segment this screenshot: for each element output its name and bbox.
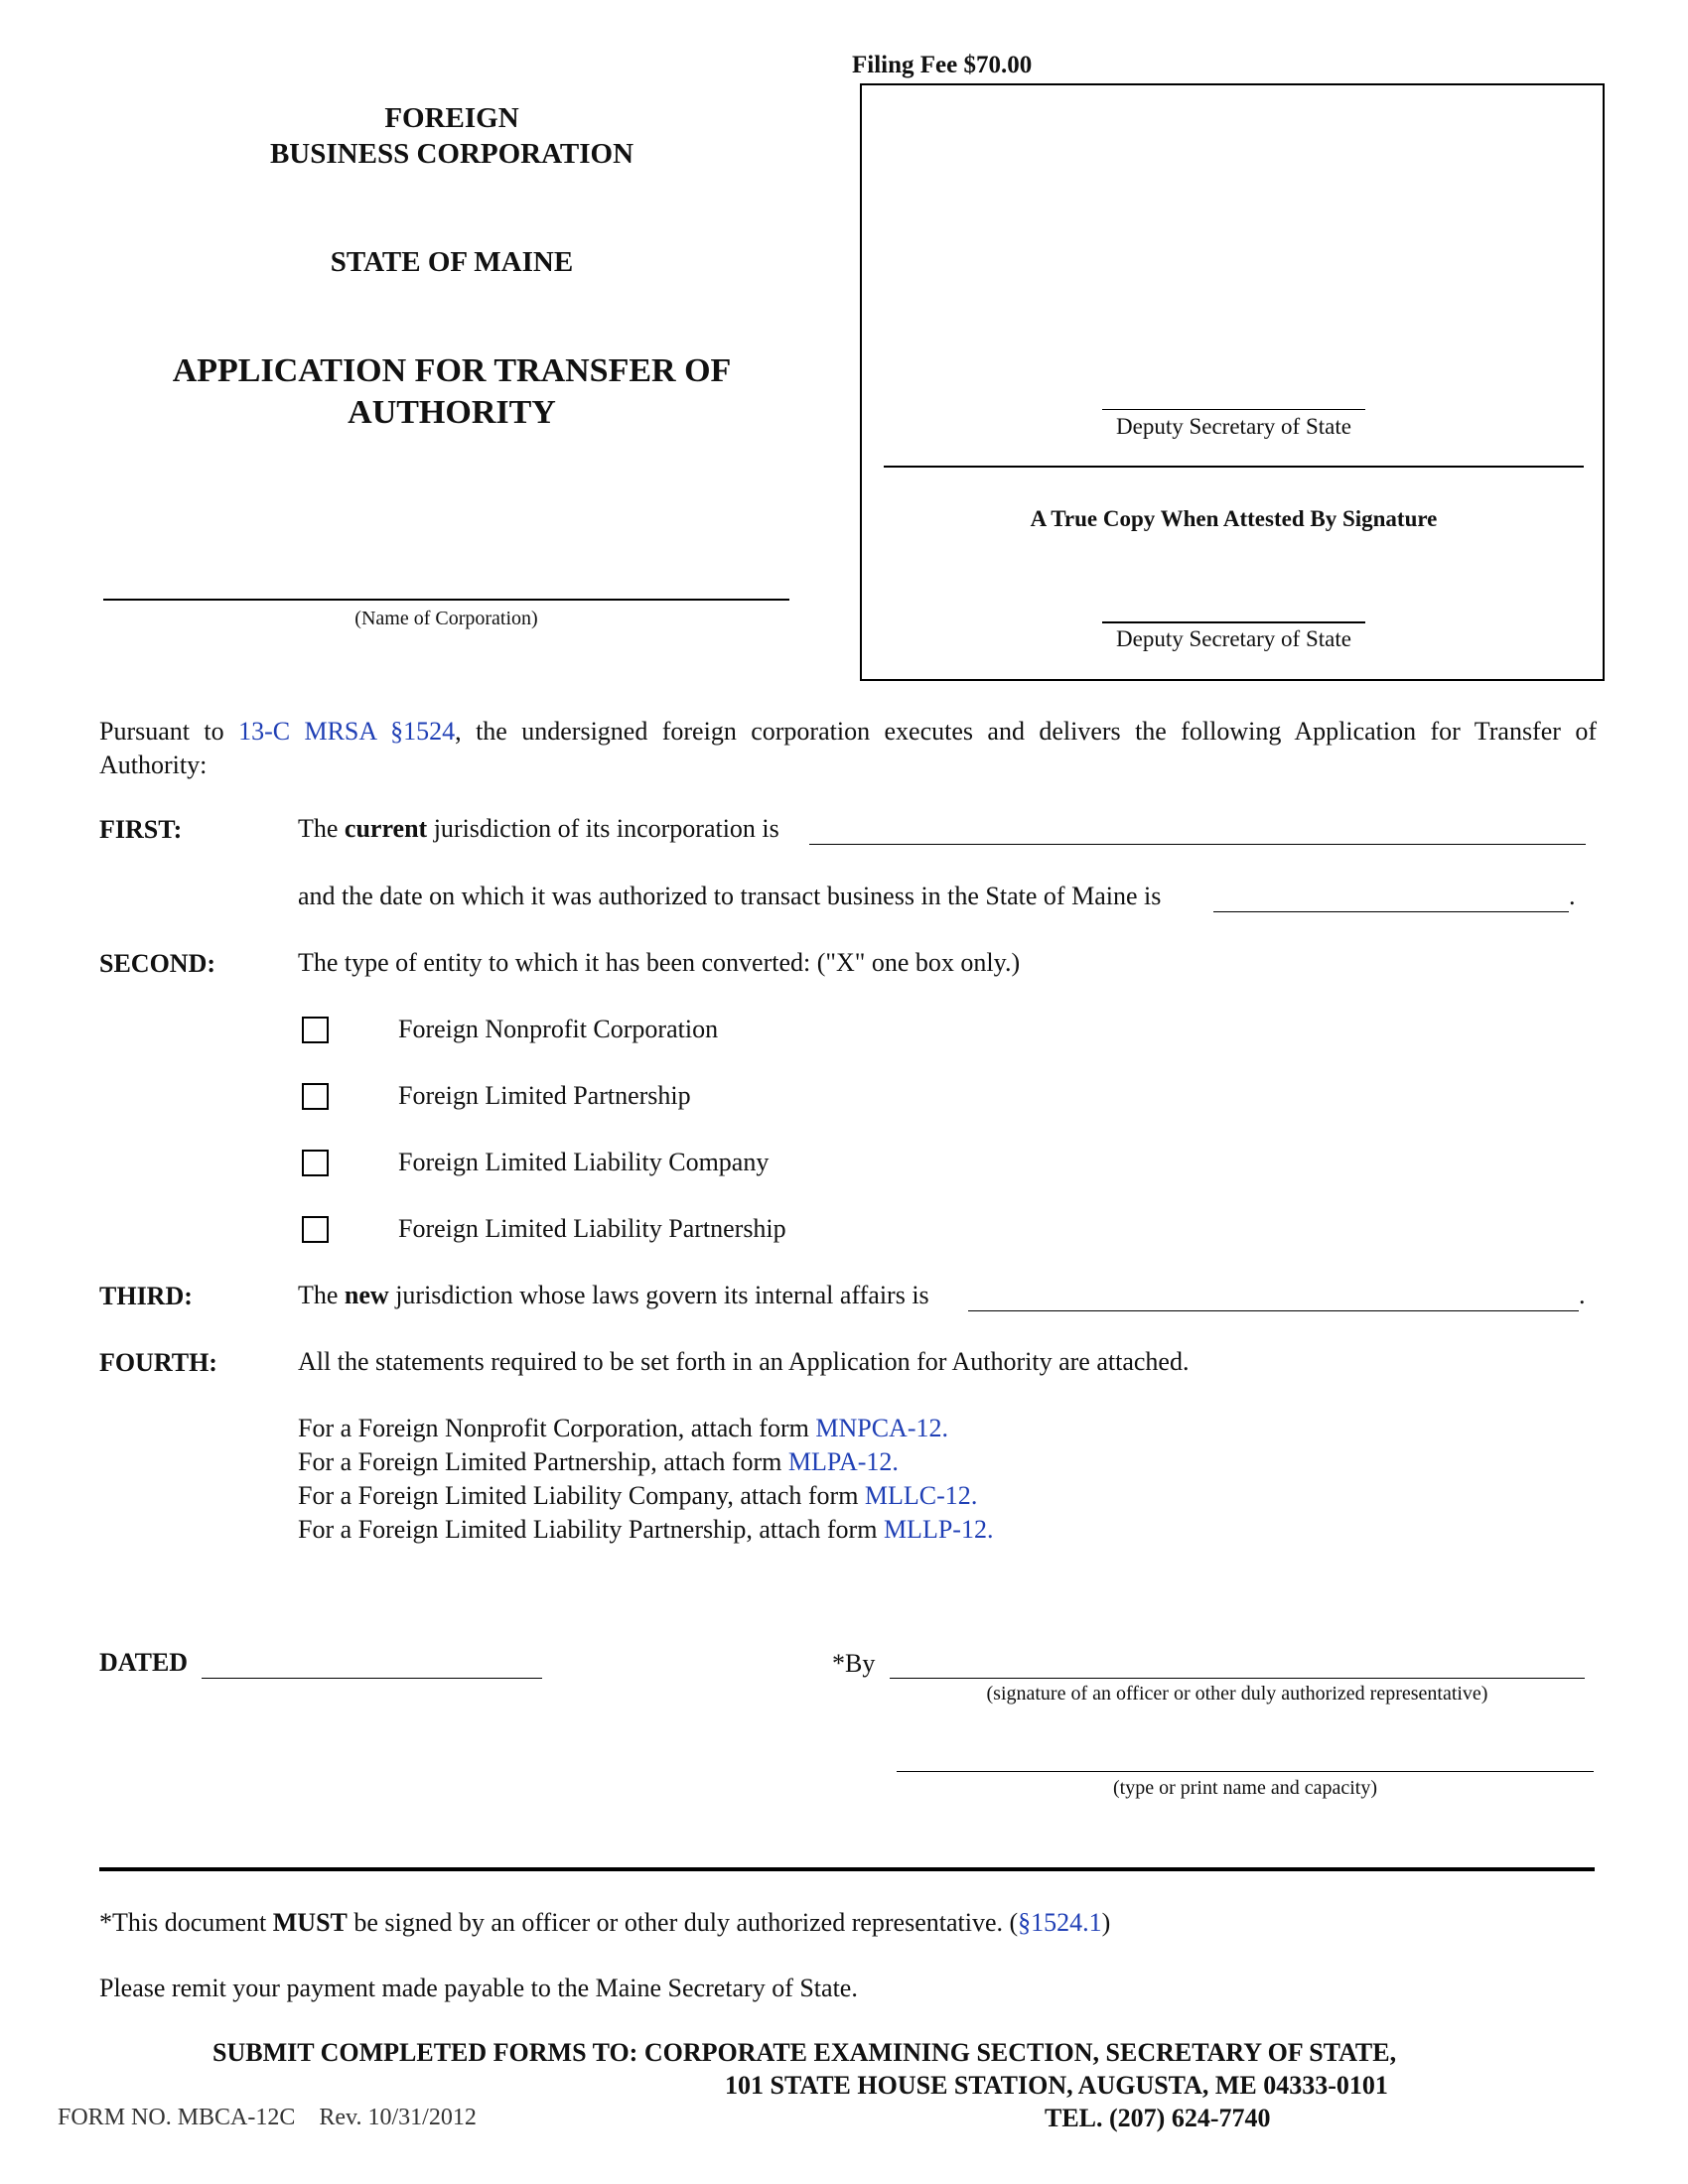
form-title-line1: APPLICATION FOR TRANSFER OF (172, 352, 732, 389)
signature-field[interactable] (890, 1678, 1585, 1679)
attachment-nonprofit (298, 1412, 993, 1445)
fourth-text: All the statements required to be set forth in an Application for Authority are attached. (298, 1347, 1190, 1376)
footer-rule (99, 1867, 1595, 1871)
first-post: jurisdiction of its incorporation is (427, 814, 779, 843)
authorization-date-field[interactable] (1213, 911, 1569, 912)
attachment-end: . (892, 1447, 899, 1476)
corporation-name-line[interactable] (103, 599, 789, 601)
checkbox-nonprofit-corporation[interactable] (302, 1017, 329, 1043)
header-line2: BUSINESS CORPORATION (269, 138, 634, 170)
statute-link[interactable]: 13-C MRSA §1524 (238, 717, 456, 746)
first-bold: current (344, 814, 428, 843)
remit-note: Please remit your payment made payable to the Maine Secretary of State. (99, 1974, 858, 2002)
header-line1: FOREIGN (384, 102, 519, 134)
attachment-limited-partnership (298, 1445, 993, 1479)
form-link-mllp-12[interactable]: MLLP-12 (883, 1515, 987, 1544)
attachment-end: . (970, 1481, 978, 1510)
office-box-divider (884, 466, 1584, 468)
corporation-name-caption: (Name of Corporation) (354, 608, 538, 629)
second-text: The type of entity to which it has been converted: ("X" one box only.) (298, 948, 1021, 977)
note-end: ) (1101, 1908, 1111, 1937)
third-post: jurisdiction whose laws govern its internal affairs is (388, 1281, 929, 1309)
option-limited-liability-company: Foreign Limited Liability Company (398, 1148, 770, 1176)
attachment-text: For a Foreign Limited Partnership, attach form (298, 1447, 788, 1476)
fourth-label: FOURTH: (99, 1348, 217, 1377)
first-period: . (1569, 882, 1576, 910)
option-limited-partnership: Foreign Limited Partnership (398, 1081, 691, 1110)
third-period: . (1579, 1281, 1586, 1309)
deputy-signature-line-1 (1102, 409, 1365, 410)
form-title-line2: AUTHORITY (348, 394, 556, 431)
attachment-list (298, 1412, 993, 1547)
form-link-mllc-12[interactable]: MLLC-12 (864, 1481, 971, 1510)
third-text (298, 1279, 929, 1312)
note-bold: MUST (272, 1908, 348, 1937)
third-bold: new (344, 1281, 389, 1309)
deputy-signature-line-2 (1102, 621, 1365, 623)
signature-caption: (signature of an officer or other duly authorized representative) (986, 1683, 1488, 1705)
second-label: SECOND: (99, 949, 216, 978)
printed-name-caption: (type or print name and capacity) (1113, 1777, 1377, 1799)
statute-link-1524-1[interactable]: §1524.1 (1018, 1908, 1102, 1937)
third-pre: The (298, 1281, 345, 1309)
deputy-caption-1: Deputy Secretary of State (1116, 414, 1351, 439)
current-jurisdiction-field[interactable] (809, 844, 1586, 845)
true-copy-text: A True Copy When Attested By Signature (1030, 506, 1438, 531)
note-post: be signed by an officer or other duly authorized representative. ( (347, 1908, 1019, 1937)
attachment-end: . (986, 1515, 994, 1544)
attachment-llp (298, 1513, 993, 1547)
telephone: TEL. (207) 624-7740 (1045, 2104, 1271, 2132)
attachment-text: For a Foreign Limited Liability Company, attach form (298, 1481, 865, 1510)
intro-paragraph (99, 715, 1597, 782)
dated-label: DATED (99, 1648, 189, 1677)
attachment-text: For a Foreign Limited Liability Partnership, attach form (298, 1515, 884, 1544)
deputy-caption-2: Deputy Secretary of State (1116, 626, 1351, 651)
submit-line2: 101 STATE HOUSE STATION, AUGUSTA, ME 04333-0101 (725, 2071, 1388, 2100)
first-label: FIRST: (99, 815, 183, 844)
submit-line1: SUBMIT COMPLETED FORMS TO: CORPORATE EXAMINING SECTION, SECRETARY OF STATE, (212, 2038, 1397, 2067)
attachment-end: . (941, 1414, 948, 1442)
attachment-llc (298, 1479, 993, 1513)
form-link-mnpca-12[interactable]: MNPCA-12 (815, 1414, 942, 1442)
signature-note (99, 1906, 1110, 1940)
third-label: THIRD: (99, 1282, 193, 1310)
first-line2: and the date on which it was authorized to transact business in the State of Maine is (298, 882, 1162, 910)
intro-line2: Authority: (99, 751, 208, 779)
date-field[interactable] (202, 1678, 542, 1679)
checkbox-limited-partnership[interactable] (302, 1083, 329, 1110)
first-pre: The (298, 814, 345, 843)
first-text (298, 812, 779, 846)
form-link-mlpa-12[interactable]: MLPA-12 (787, 1447, 893, 1476)
option-limited-liability-partnership: Foreign Limited Liability Partnership (398, 1214, 786, 1243)
printed-name-field[interactable] (897, 1771, 1594, 1772)
note-pre: *This document (99, 1908, 273, 1937)
intro-pre: Pursuant to (99, 717, 239, 746)
new-jurisdiction-field[interactable] (968, 1310, 1579, 1311)
by-label: *By (832, 1649, 876, 1678)
checkbox-limited-liability-partnership[interactable] (302, 1216, 329, 1243)
intro-post: , the undersigned foreign corporation executes and delivers the following Application for Transfer of (455, 717, 1597, 746)
option-nonprofit-corporation: Foreign Nonprofit Corporation (398, 1015, 719, 1043)
form-number: FORM NO. MBCA-12C Rev. 10/31/2012 (58, 2105, 477, 2130)
office-use-box (860, 83, 1605, 681)
filing-fee: Filing Fee $70.00 (852, 52, 1033, 78)
attachment-text: For a Foreign Nonprofit Corporation, attach form (298, 1414, 816, 1442)
checkbox-limited-liability-company[interactable] (302, 1150, 329, 1176)
state-heading: STATE OF MAINE (330, 246, 574, 278)
